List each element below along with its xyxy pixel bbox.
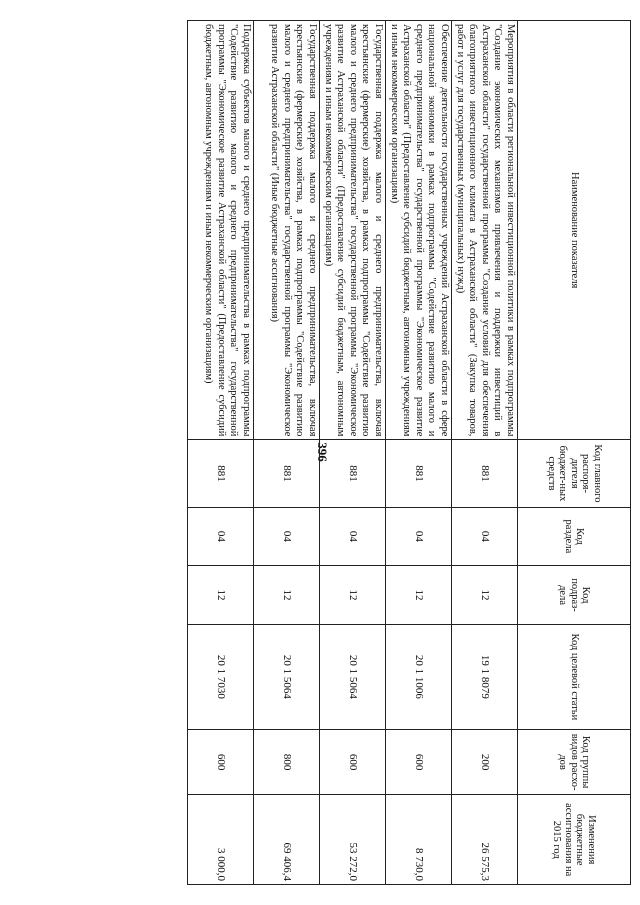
cell-name: Государственная поддержка малого и среднего предпринимательства, включая крестьянские (фермерские) хозяйства, в рамках подпрограммы "Содействие развитию малого и среднего предпринимательства" государственной программы "Экономическое развитие Астраханской области" (Иные бюджетные ассигнования) [254,21,320,440]
cell-tsel: 20 1 7030 [188,624,254,729]
cell-amount: 8 730,0 [386,795,452,885]
cell-vid: 600 [386,729,452,795]
table-row [188,21,254,885]
cell-podrazdel: 12 [254,566,320,625]
rotated-table-container [188,20,631,885]
cell-vid: 600 [188,729,254,795]
cell-name: Обеспечение деятельности государственных учреждений Астраханской области в сфере национальной экономики в рамках подпрограммы "Содействие развитию малого и среднего предпринимательства" государственной программы "Экономическое развитие Астраханской области" (Предоставление субсидий бюджетным, автономным учреждениям и иным некоммерческим организациям) [386,21,452,440]
table-header-row [518,21,631,885]
header-amount: Изменения бюджетные ассигнования на 2015 год [518,795,631,885]
cell-gr: 881 [320,440,386,507]
budget-table [187,20,631,885]
header-tsel: Код целевой статьи [518,624,631,729]
cell-podrazdel: 12 [188,566,254,625]
cell-amount: 3 000,0 [188,795,254,885]
cell-razdel: 04 [320,507,386,566]
table-row [254,21,320,885]
cell-podrazdel: 12 [320,566,386,625]
cell-amount: 26 575,3 [452,795,518,885]
table-row [386,21,452,885]
cell-vid: 600 [320,729,386,795]
table-row [320,21,386,885]
header-gr: Код главного распоря-дителя бюджет-ных средств [518,440,631,507]
cell-razdel: 04 [254,507,320,566]
cell-gr: 881 [188,440,254,507]
cell-gr: 881 [254,440,320,507]
cell-razdel: 04 [188,507,254,566]
cell-vid: 200 [452,729,518,795]
page-number: 396 [315,442,330,462]
cell-name: Мероприятия в области региональной инвестиционной политики в рамках подпрограммы "Создание экономических механизмов привлечения и поддержки инвестиций в Астраханской области" государственной программы "Создание условий для обеспечения благоприятного инвестиционного климата в Астраханской области" (Закупка товаров, работ и услуг для государственных (муниципальных) нужд) [452,21,518,440]
cell-gr: 881 [452,440,518,507]
cell-amount: 69 406,4 [254,795,320,885]
cell-tsel: 19 1 8079 [452,624,518,729]
header-vid: Код группы видов расхо-дов [518,729,631,795]
cell-amount: 53 272,0 [320,795,386,885]
cell-name: Государственная поддержка малого и среднего предпринимательства, включая крестьянские (фермерские) хозяйства, в рамках подпрограммы "Содействие развитию малого и среднего предпринимательства" государственной программы "Экономическое развитие Астраханской области" (Предоставление субсидий бюджетным, автономным учреждениям и иным некоммерческим организациям) [320,21,386,440]
cell-name: Поддержка субъектов малого и среднего предпринимательства в рамках подпрограммы "Содействие развитию малого и среднего предпринимательства" государственной программы "Экономическое развитие Астраханской области" (Предоставление субсидий бюджетным, автономным учреждениям и иным некоммерческим организациям) [188,21,254,440]
cell-razdel: 04 [452,507,518,566]
cell-tsel: 20 1 5064 [254,624,320,729]
table-row [452,21,518,885]
cell-tsel: 20 1 5064 [320,624,386,729]
cell-razdel: 04 [386,507,452,566]
cell-podrazdel: 12 [386,566,452,625]
header-razdel: Код раздела [518,507,631,566]
header-podrazdel: Код подраз-дела [518,566,631,625]
cell-podrazdel: 12 [452,566,518,625]
cell-tsel: 20 1 1006 [386,624,452,729]
cell-gr: 881 [386,440,452,507]
cell-vid: 800 [254,729,320,795]
header-name: Наименование показателя [518,21,631,440]
